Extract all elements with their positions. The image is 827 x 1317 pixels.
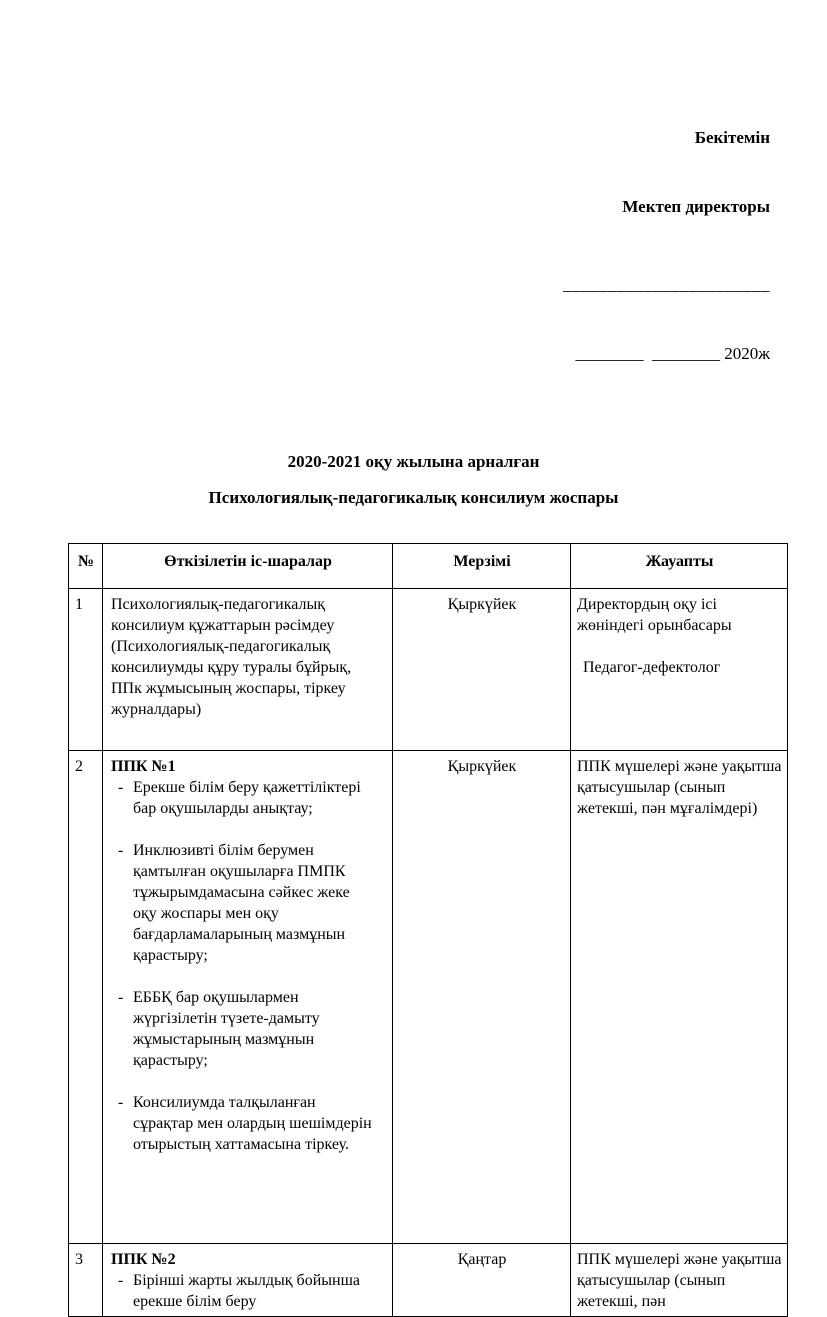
row-number-cell: 1 xyxy=(69,589,103,751)
header-activities: Өткізілетін іс-шаралар xyxy=(103,544,393,589)
list-item xyxy=(111,840,376,966)
row-number-cell: 3 xyxy=(69,1244,103,1317)
responsible-cell xyxy=(571,589,788,751)
date-line: ________ ________ 2020ж xyxy=(575,344,770,363)
responsible-line: Педагог-дефектолог xyxy=(583,659,721,676)
document-title xyxy=(0,451,827,509)
list-dash-marker: - xyxy=(118,779,124,796)
approval-line-1: Бекітемін xyxy=(694,128,770,147)
responsible-cell xyxy=(571,1244,788,1317)
list-item xyxy=(111,987,376,1071)
responsible-line: ППК мүшелері және уақытша қатысушылар (сынып жетекші, пән мұғалімдері) xyxy=(577,758,782,817)
activity-title: ППК №2 xyxy=(111,1251,176,1268)
activity-cell xyxy=(103,1244,393,1317)
table-row xyxy=(69,1244,788,1317)
responsible-line: Директордың оқу ісі жөніндегі орынбасары xyxy=(577,596,732,634)
approval-block xyxy=(0,0,827,411)
signature-line: _______________________ xyxy=(563,275,770,294)
list-item-text: Бірінші жарты жылдық бойынша ерекше білім беру xyxy=(133,1272,360,1310)
header-number: № xyxy=(69,544,103,589)
activity-cell xyxy=(103,751,393,1244)
plan-table xyxy=(68,543,788,1317)
list-item xyxy=(111,1270,376,1312)
list-item-text: Ерекше білім беру қажеттіліктері бар оқушыларды анықтау; xyxy=(133,779,361,817)
header-responsible: Жауапты xyxy=(571,544,788,589)
list-dash-marker: - xyxy=(118,1094,124,1111)
term-cell: Қаңтар xyxy=(393,1244,571,1317)
table-row xyxy=(69,751,788,1244)
list-item-text: Инклюзивті білім берумен қамтылған оқушыларға ПМПК тұжырымдамасына сәйкес жеке оқу жоспары мен оқу бағдарламаларының мазмұнын қарастыру; xyxy=(133,842,350,964)
activity-cell xyxy=(103,589,393,751)
row-number-cell: 2 xyxy=(69,751,103,1244)
title-line-2: Психологиялық-педагогикалық консилиум жоспары xyxy=(208,488,619,507)
list-dash-marker: - xyxy=(118,989,124,1006)
responsible-line: ППК мүшелері және уақытша қатысушылар (сынып жетекші, пән xyxy=(577,1251,782,1310)
list-item-text: ЕББҚ бар оқушылармен жүргізілетін түзете-дамыту жұмыстарының мазмұнын қарастыру; xyxy=(133,989,320,1069)
term-cell: Қыркүйек xyxy=(393,751,571,1244)
list-item xyxy=(111,1092,376,1155)
approval-line-2: Мектеп директоры xyxy=(622,197,770,216)
list-dash-marker: - xyxy=(118,1272,124,1289)
table-row xyxy=(69,589,788,751)
title-line-1: 2020-2021 оқу жылына арналған xyxy=(287,452,540,471)
activity-paragraph: Психологиялық-педагогикалық консилиум құжаттарын рәсімдеу (Психологиялық-педагогикалық консилиумды құру туралы бұйрық, ППк жұмысының жоспары, тіркеу журналдары) xyxy=(111,596,352,718)
term-cell: Қыркүйек xyxy=(393,589,571,751)
header-term: Мерзімі xyxy=(393,544,571,589)
table-header-row xyxy=(69,544,788,589)
activity-title: ППК №1 xyxy=(111,758,176,775)
list-item xyxy=(111,777,376,819)
list-item-text: Консилиумда талқыланған сұрақтар мен олардың шешімдерін отырыстың хаттамасына тіркеу. xyxy=(133,1094,372,1153)
responsible-cell xyxy=(571,751,788,1244)
list-dash-marker: - xyxy=(118,842,124,859)
